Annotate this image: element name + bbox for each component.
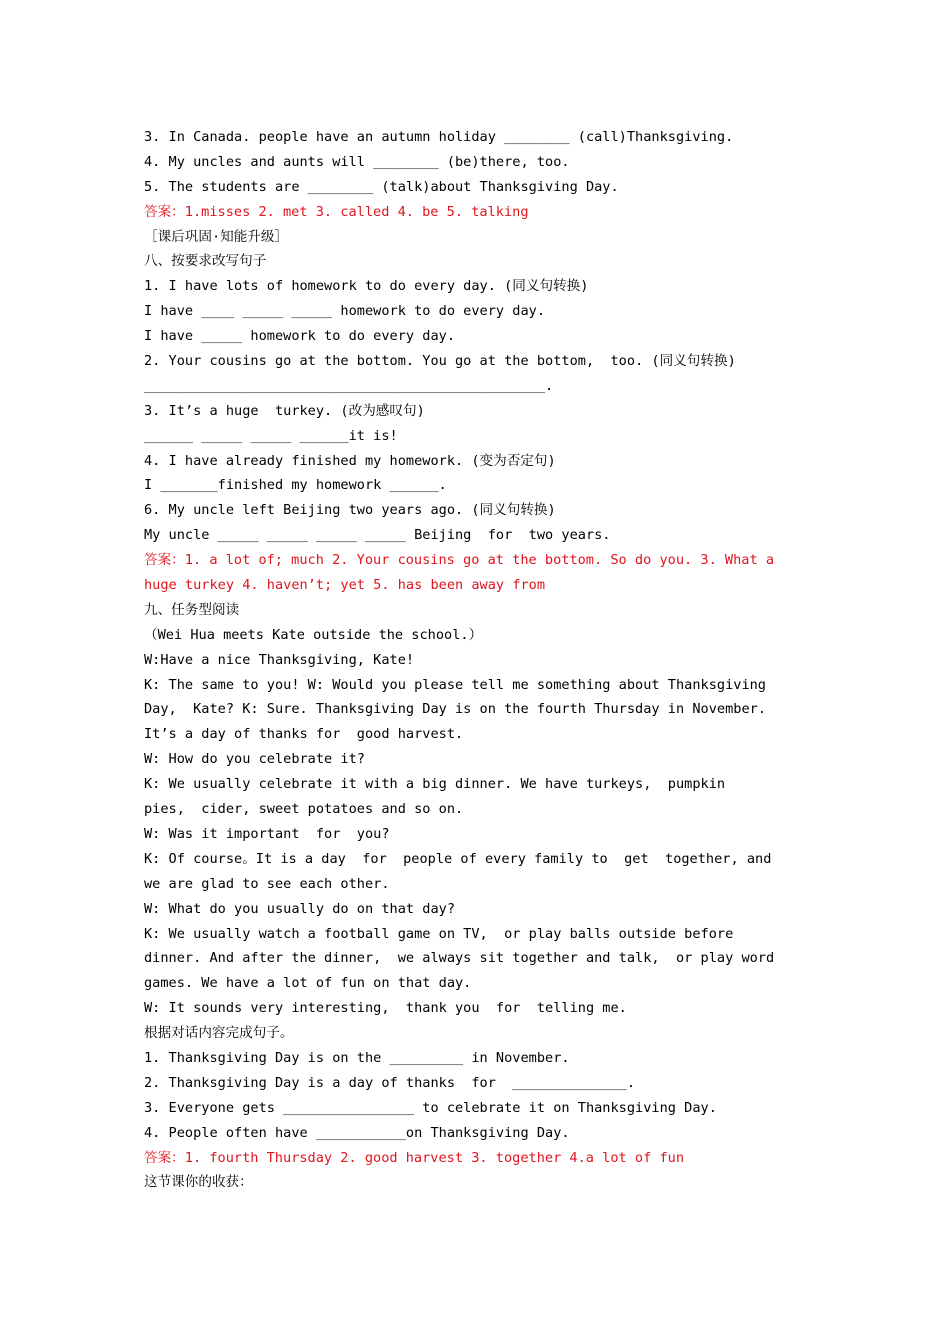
text-line: My uncle _____ _____ _____ _____ Beijing for two years. bbox=[144, 527, 611, 544]
text-line: 6. My uncle left Beijing two years ago. (同义句转换) bbox=[144, 502, 556, 519]
text-line: K: We usually watch a football game on TV, or play balls outside before bbox=[144, 925, 734, 942]
text-line: 3. It’s a huge turkey. (改为感叹句) bbox=[144, 402, 425, 419]
text-line: 4. I have already finished my homework. (变为否定句) bbox=[144, 452, 556, 469]
text-line: W: How do you celebrate it? bbox=[144, 751, 365, 768]
text-line: W: Was it important for you? bbox=[144, 825, 390, 842]
text-line: 4. People often have ___________on Thanksgiving Day. bbox=[144, 1124, 570, 1141]
text-line: W: It sounds very interesting, thank you for telling me. bbox=[144, 1000, 627, 1017]
text-line: I have _____ homework to do every day. bbox=[144, 328, 455, 345]
text-line: 5. The students are ________ (talk)about Thanksgiving Day. bbox=[144, 178, 619, 195]
answer-line: huge turkey 4. haven’t; yet 5. has been away from bbox=[144, 577, 546, 594]
text-line: （Wei Hua meets Kate outside the school.） bbox=[144, 626, 483, 643]
text-line: 4. My uncles and aunts will ________ (be)there, too. bbox=[144, 153, 570, 170]
document-content bbox=[144, 125, 814, 1195]
answer-line: 答案：1.misses 2. met 3. called 4. be 5. talking bbox=[144, 203, 529, 220]
text-line: 根据对话内容完成句子。 bbox=[144, 1025, 294, 1042]
text-line: 八、按要求改写句子 bbox=[144, 253, 267, 270]
text-line: pies, cider, sweet potatoes and so on. bbox=[144, 801, 464, 818]
text-line: It’s a day of thanks for good harvest. bbox=[144, 726, 464, 743]
text-line: 3. In Canada. people have an autumn holiday ________ (call)Thanksgiving. bbox=[144, 129, 734, 145]
text-line: dinner. And after the dinner, we always sit together and talk, or play word bbox=[144, 950, 775, 967]
text-line: K: We usually celebrate it with a big dinner. We have turkeys, pumpkin bbox=[144, 776, 726, 793]
text-line: 九、任务型阅读 bbox=[144, 601, 240, 618]
text-line: K: Of course。It is a day for people of every family to get together, and bbox=[144, 850, 772, 867]
text-line: ______ _____ _____ ______it is! bbox=[144, 427, 398, 444]
text-line: _________________________________________________. bbox=[144, 377, 554, 394]
text-line: ［课后巩固·知能升级］ bbox=[144, 228, 289, 245]
text-line: 1. I have lots of homework to do every day. (同义句转换) bbox=[144, 278, 589, 295]
text-line: I _______finished my homework ______. bbox=[144, 477, 447, 494]
answer-line: 答案：1. fourth Thursday 2. good harvest 3. together 4.a lot of fun bbox=[144, 1149, 685, 1166]
text-line: W: What do you usually do on that day? bbox=[144, 900, 455, 917]
text-line: 这节课你的收获： bbox=[144, 1174, 253, 1191]
text-line: games. We have a lot of fun on that day. bbox=[144, 975, 472, 992]
text-line: Day, Kate? K: Sure. Thanksgiving Day is on the fourth Thursday in November. bbox=[144, 701, 766, 718]
text-line: 2. Your cousins go at the bottom. You go at the bottom, too. (同义句转换) bbox=[144, 353, 736, 370]
text-line: K: The same to you! W: Would you please tell me something about Thanksgiving bbox=[144, 676, 766, 693]
text-line: 2. Thanksgiving Day is a day of thanks for ______________. bbox=[144, 1074, 636, 1091]
text-line: we are glad to see each other. bbox=[144, 875, 390, 892]
text-line: 3. Everyone gets ________________ to celebrate it on Thanksgiving Day. bbox=[144, 1099, 717, 1116]
text-line: 1. Thanksgiving Day is on the _________ in November. bbox=[144, 1049, 570, 1066]
text-line: W:Have a nice Thanksgiving, Kate! bbox=[144, 651, 415, 668]
text-line: I have ____ _____ _____ homework to do every day. bbox=[144, 303, 546, 320]
answer-line: 答案：1. a lot of; much 2. Your cousins go at the bottom. So do you. 3. What a bbox=[144, 552, 775, 569]
